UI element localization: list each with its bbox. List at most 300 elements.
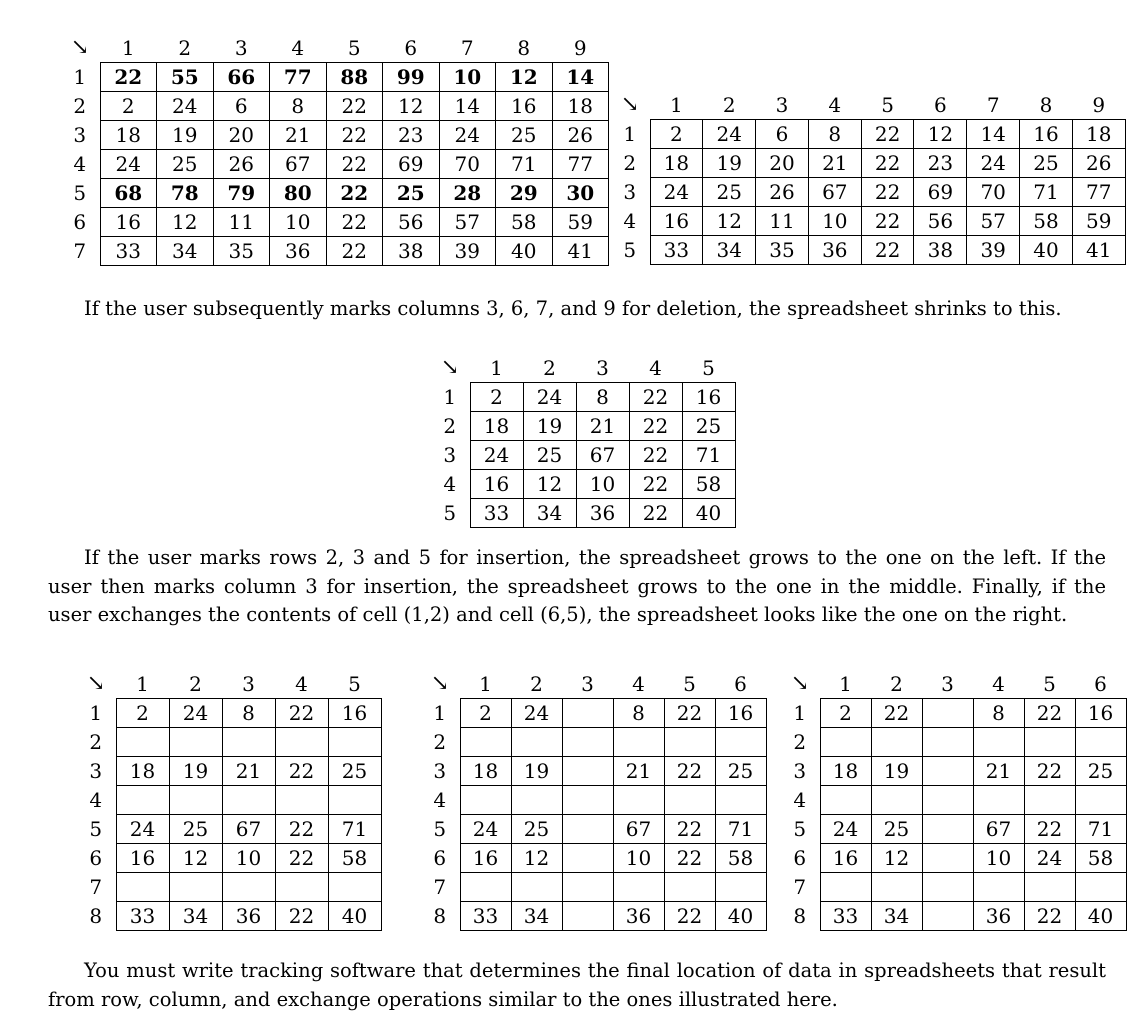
- table-row: [780, 786, 1126, 815]
- table-cell: 25: [703, 178, 756, 207]
- table-cell: [973, 728, 1024, 757]
- table-row: [76, 902, 381, 931]
- table-cell: 67: [576, 441, 629, 470]
- table-cell: 2: [470, 383, 523, 412]
- table-row: [610, 236, 1125, 265]
- row-header: 1: [443, 385, 457, 409]
- table-cell: 22: [629, 383, 682, 412]
- table-cell: [871, 728, 922, 757]
- table-row: [420, 757, 766, 786]
- table-cell: 77: [1072, 178, 1125, 207]
- table-cell: 19: [703, 149, 756, 178]
- table-cell: [715, 728, 766, 757]
- table-row: [60, 121, 609, 150]
- corner-arrow-icon: ↘: [440, 355, 460, 381]
- table-cell: 35: [756, 236, 809, 265]
- column-header: 5: [347, 36, 361, 60]
- column-header: 1: [839, 672, 852, 696]
- table-cell: 34: [511, 902, 562, 931]
- table-cell: 67: [222, 815, 275, 844]
- column-header: 2: [530, 672, 543, 696]
- table-cell: [511, 873, 562, 902]
- row-header: 4: [89, 788, 103, 812]
- table-cell: 56: [914, 207, 967, 236]
- table-cell: 58: [1020, 207, 1073, 236]
- table-cell: 10: [973, 844, 1024, 873]
- row-header: 4: [73, 152, 87, 176]
- table-cell: [169, 873, 222, 902]
- column-header: 6: [934, 93, 947, 117]
- table-cell: [922, 699, 973, 728]
- table-cell: [460, 873, 511, 902]
- table-cell: 25: [169, 815, 222, 844]
- table-cell: [922, 844, 973, 873]
- table-cell: 10: [270, 208, 327, 237]
- table-cell: 26: [1072, 149, 1125, 178]
- table-row: [420, 728, 766, 757]
- row-header: 4: [443, 472, 457, 496]
- column-header: 8: [517, 36, 531, 60]
- table-cell: 25: [328, 757, 381, 786]
- row-header: 3: [89, 759, 103, 783]
- table-cell: 41: [552, 237, 609, 266]
- table-cell: 24: [439, 121, 496, 150]
- table-cell: 16: [328, 699, 381, 728]
- table-cell: 36: [613, 902, 664, 931]
- table-cell: 25: [383, 179, 440, 208]
- table-cell: 24: [650, 178, 703, 207]
- table-cell: 11: [756, 207, 809, 236]
- table-cell: [511, 786, 562, 815]
- table-cell: 40: [1020, 236, 1073, 265]
- table-cell: 67: [808, 178, 861, 207]
- table-cell: 22: [861, 178, 914, 207]
- table-cell: 58: [715, 844, 766, 873]
- table-cell: 41: [1072, 236, 1125, 265]
- table-cell: 69: [914, 178, 967, 207]
- table-cell: 25: [682, 412, 735, 441]
- table-cell: 36: [270, 237, 327, 266]
- table-cell: 34: [157, 237, 214, 266]
- table-cell: [922, 728, 973, 757]
- row-header: 8: [793, 904, 807, 928]
- spreadsheet-after-row-insertion: [76, 670, 382, 931]
- table-cell: 22: [664, 699, 715, 728]
- table-row: [430, 412, 735, 441]
- row-header: 5: [433, 817, 447, 841]
- table-cell: 67: [270, 150, 327, 179]
- table-cell: [562, 757, 613, 786]
- table-cell: 39: [967, 236, 1020, 265]
- table-row: [76, 728, 381, 757]
- table-cell: 12: [496, 63, 553, 92]
- table-row: [610, 207, 1125, 236]
- row-header: 8: [89, 904, 103, 928]
- corner-arrow-icon: ↘: [86, 671, 106, 697]
- table-cell: 71: [1020, 178, 1073, 207]
- row-header: 7: [433, 875, 447, 899]
- table-cell: [1024, 873, 1075, 902]
- table-cell: 8: [270, 92, 327, 121]
- table-cell: 22: [326, 150, 383, 179]
- row-header: 4: [623, 209, 637, 233]
- row-header: 1: [793, 701, 807, 725]
- table-cell: 26: [213, 150, 270, 179]
- table-cell: 14: [552, 63, 609, 92]
- table-cell: 24: [460, 815, 511, 844]
- spreadsheet-after-column-insertion: [420, 670, 767, 931]
- table-cell: 22: [861, 236, 914, 265]
- column-header: 9: [573, 36, 587, 60]
- column-header: 3: [775, 93, 789, 117]
- table-cell: 12: [157, 208, 214, 237]
- table-cell: [715, 786, 766, 815]
- table-cell: 16: [100, 208, 157, 237]
- row-header: 2: [793, 730, 807, 754]
- column-header: 5: [683, 672, 696, 696]
- table-cell: 57: [967, 207, 1020, 236]
- table-cell: 8: [613, 699, 664, 728]
- table-row: [780, 699, 1126, 728]
- column-header: 1: [136, 672, 149, 696]
- table-cell: 12: [383, 92, 440, 121]
- table-cell: 10: [439, 63, 496, 92]
- table-row: [430, 470, 735, 499]
- table-cell: 24: [1024, 844, 1075, 873]
- table-cell: [664, 873, 715, 902]
- table-cell: [715, 873, 766, 902]
- table-cell: [922, 757, 973, 786]
- table-cell: 22: [664, 902, 715, 931]
- table-row: [60, 237, 609, 266]
- table-cell: 20: [213, 121, 270, 150]
- table-row: [430, 499, 735, 528]
- column-header: 4: [992, 672, 1005, 696]
- table-cell: 57: [439, 208, 496, 237]
- table-row: [420, 873, 766, 902]
- table-cell: [562, 873, 613, 902]
- table-cell: 23: [914, 149, 967, 178]
- paragraph-task-description: [48, 957, 1106, 1014]
- table-row: [780, 902, 1126, 931]
- row-header: 2: [433, 730, 447, 754]
- table-cell: 88: [326, 63, 383, 92]
- row-header: 5: [793, 817, 807, 841]
- table-cell: 10: [576, 470, 629, 499]
- table-cell: [328, 873, 381, 902]
- table-cell: [562, 902, 613, 931]
- column-header: 5: [1043, 672, 1056, 696]
- table-cell: [613, 786, 664, 815]
- table-cell: 22: [629, 499, 682, 528]
- column-header: 8: [1039, 93, 1053, 117]
- table-cell: 36: [576, 499, 629, 528]
- table-cell: 22: [861, 120, 914, 149]
- table-cell: 22: [326, 121, 383, 150]
- table-cell: [562, 844, 613, 873]
- column-header: 4: [828, 93, 842, 117]
- row-header: 5: [623, 238, 637, 262]
- table-cell: 19: [523, 412, 576, 441]
- paragraph-text: If the user marks rows 2, 3 and 5 for insertion, the spreadsheet grows to the one on the left. If the user then marks column 3 for insertion, the spreadsheet grows to the one in the middle. Finally, if the user exchanges the contents of cell (1,2) and cell (6,5), the spreadsheet looks like the one on the right.: [48, 546, 1106, 626]
- table-row: [76, 786, 381, 815]
- row-header: 3: [623, 180, 637, 204]
- table-cell: 33: [100, 237, 157, 266]
- table-cell: 36: [808, 236, 861, 265]
- table-cell: 10: [222, 844, 275, 873]
- column-header: 2: [722, 93, 736, 117]
- table-row: [60, 92, 609, 121]
- row-header: 8: [433, 904, 447, 928]
- table-cell: 24: [967, 149, 1020, 178]
- column-header: 3: [596, 356, 609, 380]
- table-cell: 8: [576, 383, 629, 412]
- table-cell: [222, 873, 275, 902]
- table-cell: 2: [650, 120, 703, 149]
- column-header: 5: [702, 356, 715, 380]
- table-cell: 22: [1024, 757, 1075, 786]
- table-row: [780, 873, 1126, 902]
- table-row: [76, 873, 381, 902]
- table-cell: 2: [820, 699, 871, 728]
- table-cell: 36: [222, 902, 275, 931]
- row-header: 1: [433, 701, 447, 725]
- table-cell: 26: [552, 121, 609, 150]
- table-cell: [1075, 728, 1126, 757]
- table-cell: 8: [973, 699, 1024, 728]
- table-cell: 71: [682, 441, 735, 470]
- spreadsheet-after-row-deletion: [610, 91, 1126, 265]
- table-cell: 22: [664, 815, 715, 844]
- column-header: 3: [581, 672, 594, 696]
- table-cell: 58: [682, 470, 735, 499]
- table-cell: 2: [100, 92, 157, 121]
- table-cell: [116, 728, 169, 757]
- table-cell: [922, 873, 973, 902]
- table-row: [76, 844, 381, 873]
- table-cell: 22: [664, 844, 715, 873]
- table-cell: 33: [116, 902, 169, 931]
- table-cell: 12: [511, 844, 562, 873]
- table-cell: 34: [523, 499, 576, 528]
- table-cell: [275, 786, 328, 815]
- table-cell: 25: [511, 815, 562, 844]
- table-cell: 56: [383, 208, 440, 237]
- paragraph-column-deletion: [48, 295, 1108, 324]
- table-cell: 18: [470, 412, 523, 441]
- table-cell: 22: [1024, 815, 1075, 844]
- paragraph-insertion-exchange: [48, 544, 1106, 630]
- spreadsheet-after-column-deletion: [430, 354, 736, 528]
- table-cell: 29: [496, 179, 553, 208]
- column-header: 3: [234, 36, 248, 60]
- table-cell: 25: [871, 815, 922, 844]
- table-row: [420, 786, 766, 815]
- column-header: 4: [632, 672, 645, 696]
- table-row: [780, 844, 1126, 873]
- table-cell: 21: [222, 757, 275, 786]
- table-cell: 18: [1072, 120, 1125, 149]
- table-cell: 24: [169, 699, 222, 728]
- table-row: [60, 63, 609, 92]
- table-cell: [275, 728, 328, 757]
- table-cell: [820, 786, 871, 815]
- table-cell: 35: [213, 237, 270, 266]
- table-cell: 78: [157, 179, 214, 208]
- column-header: 1: [479, 672, 492, 696]
- table-row: [610, 178, 1125, 207]
- table-cell: 24: [703, 120, 756, 149]
- table-cell: 14: [439, 92, 496, 121]
- table-cell: 16: [650, 207, 703, 236]
- table-cell: [613, 873, 664, 902]
- spreadsheet-original: [60, 34, 609, 266]
- table-cell: 18: [650, 149, 703, 178]
- row-header: 3: [73, 123, 87, 147]
- row-header: 4: [793, 788, 807, 812]
- table-cell: 16: [820, 844, 871, 873]
- column-header: 3: [242, 672, 255, 696]
- table-row: [76, 757, 381, 786]
- table-cell: [922, 786, 973, 815]
- table-cell: 19: [871, 757, 922, 786]
- table-cell: 22: [326, 179, 383, 208]
- table-cell: 16: [682, 383, 735, 412]
- table-cell: [116, 786, 169, 815]
- table-cell: 20: [756, 149, 809, 178]
- table-row: [420, 699, 766, 728]
- table-cell: 55: [157, 63, 214, 92]
- table-cell: 58: [328, 844, 381, 873]
- table-cell: [1024, 728, 1075, 757]
- table-row: [610, 149, 1125, 178]
- table-row: [420, 844, 766, 873]
- table-cell: 22: [326, 208, 383, 237]
- row-header: 7: [793, 875, 807, 899]
- row-header: 7: [89, 875, 103, 899]
- table-cell: 12: [914, 120, 967, 149]
- table-cell: 71: [328, 815, 381, 844]
- table-cell: 12: [703, 207, 756, 236]
- table-cell: 22: [275, 757, 328, 786]
- table-cell: 67: [973, 815, 1024, 844]
- table-cell: 33: [820, 902, 871, 931]
- table-cell: 68: [100, 179, 157, 208]
- table-cell: 71: [1075, 815, 1126, 844]
- table-cell: 66: [213, 63, 270, 92]
- column-header: 1: [670, 93, 683, 117]
- paragraph-text: If the user subsequently marks columns 3, 6, 7, and 9 for deletion, the spreadsheet shrinks to this.: [84, 297, 1062, 320]
- table-cell: 18: [820, 757, 871, 786]
- corner-arrow-icon: ↘: [430, 671, 450, 697]
- table-cell: 70: [967, 178, 1020, 207]
- table-cell: [613, 728, 664, 757]
- table-cell: 12: [169, 844, 222, 873]
- table-cell: 22: [326, 92, 383, 121]
- column-header: 6: [734, 672, 747, 696]
- table-cell: [169, 786, 222, 815]
- table-cell: 23: [383, 121, 440, 150]
- column-header: 2: [178, 36, 192, 60]
- table-row: [420, 902, 766, 931]
- column-header: 1: [490, 356, 503, 380]
- table-row: [420, 815, 766, 844]
- column-header: 2: [543, 356, 556, 380]
- table-cell: 10: [613, 844, 664, 873]
- column-header: 5: [348, 672, 361, 696]
- table-cell: 40: [682, 499, 735, 528]
- row-header: 6: [433, 846, 447, 870]
- table-cell: 22: [861, 149, 914, 178]
- table-cell: 14: [967, 120, 1020, 149]
- column-header: 2: [890, 672, 903, 696]
- table-cell: [871, 786, 922, 815]
- table-cell: 22: [871, 699, 922, 728]
- table-cell: 25: [496, 121, 553, 150]
- table-cell: 8: [808, 120, 861, 149]
- table-cell: 58: [496, 208, 553, 237]
- table-cell: 22: [629, 441, 682, 470]
- column-header: 9: [1092, 93, 1106, 117]
- table-cell: 6: [756, 120, 809, 149]
- row-header: 7: [73, 239, 87, 263]
- table-cell: 33: [460, 902, 511, 931]
- table-cell: [664, 728, 715, 757]
- table-cell: 59: [1072, 207, 1125, 236]
- table-cell: 18: [552, 92, 609, 121]
- column-header: 7: [986, 93, 1000, 117]
- row-header: 6: [73, 210, 87, 234]
- table-cell: [1075, 786, 1126, 815]
- table-cell: 22: [629, 412, 682, 441]
- table-cell: 67: [613, 815, 664, 844]
- table-cell: 22: [275, 844, 328, 873]
- table-cell: 21: [576, 412, 629, 441]
- table-cell: [222, 728, 275, 757]
- table-row: [60, 208, 609, 237]
- table-cell: 22: [100, 63, 157, 92]
- table-cell: [460, 786, 511, 815]
- table-cell: 19: [511, 757, 562, 786]
- table-cell: 24: [157, 92, 214, 121]
- table-cell: 38: [383, 237, 440, 266]
- table-row: [610, 120, 1125, 149]
- corner-arrow-icon: ↘: [790, 671, 810, 697]
- table-cell: 8: [222, 699, 275, 728]
- table-cell: 12: [871, 844, 922, 873]
- table-cell: 22: [326, 237, 383, 266]
- column-header: 4: [295, 672, 308, 696]
- row-header: 3: [433, 759, 447, 783]
- table-cell: [328, 728, 381, 757]
- table-cell: [820, 873, 871, 902]
- table-cell: 25: [1020, 149, 1073, 178]
- column-header: 7: [460, 36, 474, 60]
- row-header: 1: [623, 122, 637, 146]
- row-header: 5: [443, 501, 457, 525]
- table-cell: [562, 699, 613, 728]
- table-row: [780, 815, 1126, 844]
- table-cell: [460, 728, 511, 757]
- table-cell: 10: [808, 207, 861, 236]
- table-cell: [871, 873, 922, 902]
- table-cell: 24: [116, 815, 169, 844]
- row-header: 6: [89, 846, 103, 870]
- table-cell: 34: [169, 902, 222, 931]
- table-row: [60, 150, 609, 179]
- column-header: 3: [941, 672, 954, 696]
- table-cell: 18: [100, 121, 157, 150]
